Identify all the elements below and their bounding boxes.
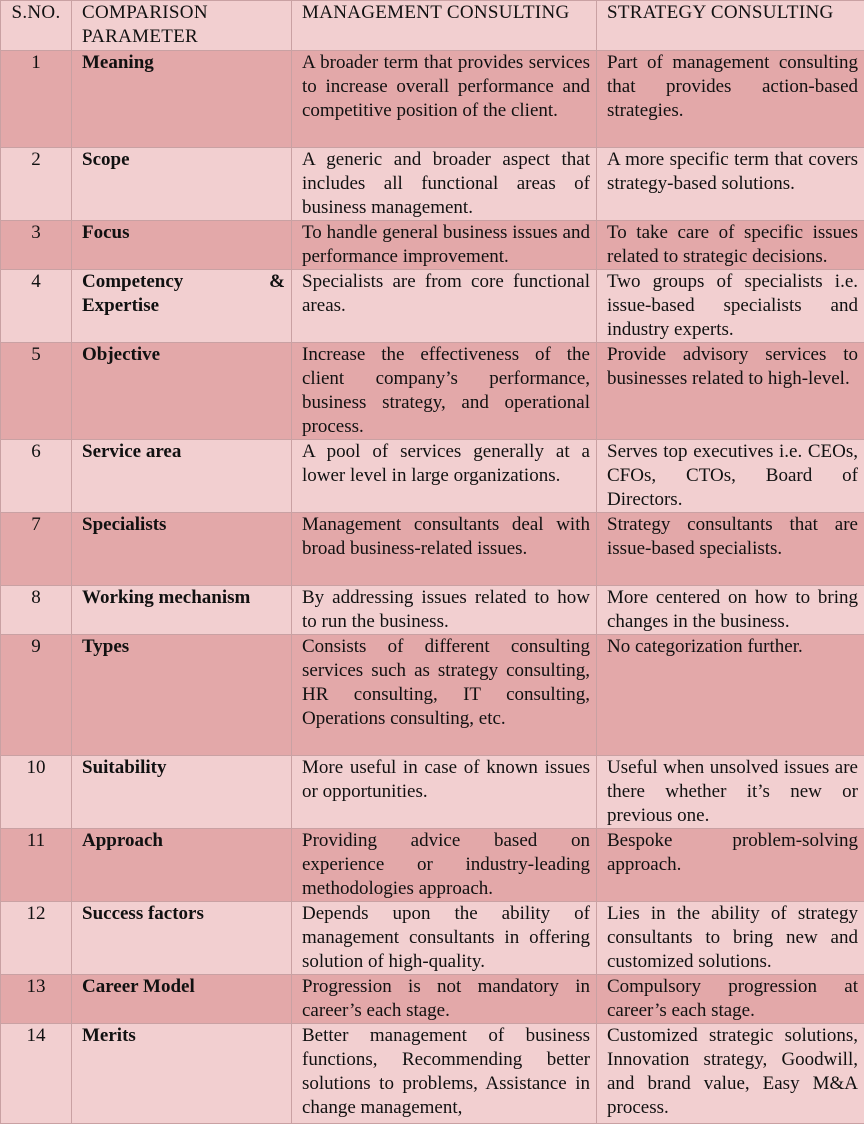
table-row xyxy=(1,635,864,756)
table-row xyxy=(1,440,864,513)
row-parameter: Working mechanism xyxy=(72,586,292,635)
row-strategy: Serves top executives i.e. CEOs, CFOs, CTOs, Board of Directors. xyxy=(597,440,864,513)
header-row xyxy=(1,1,864,51)
row-parameter: Service area xyxy=(72,440,292,513)
table-row xyxy=(1,51,864,148)
table-row xyxy=(1,902,864,975)
row-strategy: No categorization further. xyxy=(597,635,864,756)
row-strategy: Compulsory progression at career’s each stage. xyxy=(597,975,864,1024)
row-management: Providing advice based on experience or industry-leading methodologies approach. xyxy=(292,829,597,902)
row-management: Increase the effectiveness of the client company’s performance, business strategy, and operational process. xyxy=(292,343,597,440)
row-parameter: Scope xyxy=(72,148,292,221)
row-management: Specialists are from core functional areas. xyxy=(292,270,597,343)
row-parameter: Competency & Expertise xyxy=(72,270,292,343)
table-row xyxy=(1,221,864,270)
row-strategy: To take care of specific issues related to strategic decisions. xyxy=(597,221,864,270)
row-number: 2 xyxy=(1,148,72,221)
row-management: Management consultants deal with broad business-related issues. xyxy=(292,513,597,586)
row-parameter: Objective xyxy=(72,343,292,440)
row-strategy: Customized strategic solutions, Innovation strategy, Goodwill, and brand value, Easy M&A process. xyxy=(597,1024,864,1124)
row-number: 13 xyxy=(1,975,72,1024)
row-parameter: Merits xyxy=(72,1024,292,1124)
row-parameter: Meaning xyxy=(72,51,292,148)
table-row xyxy=(1,270,864,343)
header-parameter: COMPARISON PARAMETER xyxy=(72,1,292,51)
row-strategy: Two groups of specialists i.e. issue-based specialists and industry experts. xyxy=(597,270,864,343)
row-parameter: Types xyxy=(72,635,292,756)
row-strategy: Strategy consultants that are issue-based specialists. xyxy=(597,513,864,586)
header-sno: S.NO. xyxy=(1,1,72,51)
row-number: 11 xyxy=(1,829,72,902)
row-strategy: More centered on how to bring changes in the business. xyxy=(597,586,864,635)
row-management: A pool of services generally at a lower level in large organizations. xyxy=(292,440,597,513)
table-row xyxy=(1,148,864,221)
row-number: 14 xyxy=(1,1024,72,1124)
table-row xyxy=(1,1024,864,1124)
row-management: A generic and broader aspect that includes all functional areas of business management. xyxy=(292,148,597,221)
row-number: 4 xyxy=(1,270,72,343)
row-management: Progression is not mandatory in career’s each stage. xyxy=(292,975,597,1024)
table-row xyxy=(1,975,864,1024)
row-strategy: A more specific term that covers strategy-based solutions. xyxy=(597,148,864,221)
row-management: A broader term that provides services to increase overall performance and competitive position of the client. xyxy=(292,51,597,148)
row-management: To handle general business issues and performance improvement. xyxy=(292,221,597,270)
table-row xyxy=(1,756,864,829)
row-management: More useful in case of known issues or opportunities. xyxy=(292,756,597,829)
row-number: 10 xyxy=(1,756,72,829)
row-strategy: Useful when unsolved issues are there whether it’s new or previous one. xyxy=(597,756,864,829)
row-parameter: Success factors xyxy=(72,902,292,975)
row-number: 3 xyxy=(1,221,72,270)
row-parameter: Specialists xyxy=(72,513,292,586)
row-number: 8 xyxy=(1,586,72,635)
row-parameter: Career Model xyxy=(72,975,292,1024)
table-row xyxy=(1,829,864,902)
row-strategy: Lies in the ability of strategy consultants to bring new and customized solutions. xyxy=(597,902,864,975)
row-parameter: Focus xyxy=(72,221,292,270)
row-number: 7 xyxy=(1,513,72,586)
table-row xyxy=(1,586,864,635)
row-strategy: Provide advisory services to businesses related to high-level. xyxy=(597,343,864,440)
header-management: MANAGEMENT CONSULTING xyxy=(292,1,597,51)
row-number: 9 xyxy=(1,635,72,756)
row-number: 12 xyxy=(1,902,72,975)
row-management: Consists of different consulting services such as strategy consulting, HR consulting, IT consulting, Operations consulting, etc. xyxy=(292,635,597,756)
table-row xyxy=(1,343,864,440)
row-strategy: Part of management consulting that provides action-based strategies. xyxy=(597,51,864,148)
row-number: 6 xyxy=(1,440,72,513)
row-management: By addressing issues related to how to run the business. xyxy=(292,586,597,635)
row-number: 5 xyxy=(1,343,72,440)
row-management: Depends upon the ability of management consultants in offering solution of high-quality. xyxy=(292,902,597,975)
row-parameter: Approach xyxy=(72,829,292,902)
row-management: Better management of business functions, Recommending better solutions to problems, Assistance in change management, xyxy=(292,1024,597,1124)
row-strategy: Bespoke problem-solving approach. xyxy=(597,829,864,902)
row-number: 1 xyxy=(1,51,72,148)
table-row xyxy=(1,513,864,586)
row-parameter: Suitability xyxy=(72,756,292,829)
header-strategy: STRATEGY CONSULTING xyxy=(597,1,864,51)
